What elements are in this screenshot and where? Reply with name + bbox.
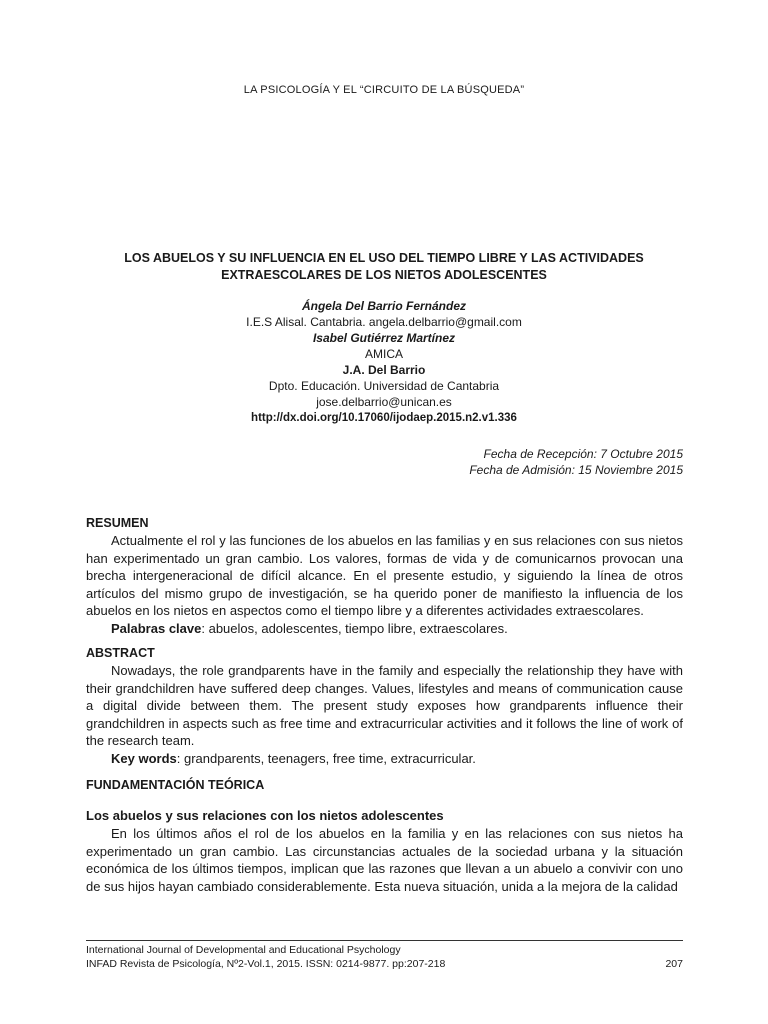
resumen-text: Actualmente el rol y las funciones de los abuelos en las familias y en sus relaciones con sus nietos han experimentado un gran cambio. Los valores, formas de vida y de comunicarnos provocan una brecha intergeneracional de difícil alcance. En el presente estudio, y siguiendo la línea de otros artículos del mismo grupo de investigación, se ha querido poner de manifiesto la influencia de los abuelos en los nietos en aspectos como el tiempo libre y a diferentes actividades extraescolares. <box>86 533 683 619</box>
keywords-list: : grandparents, teenagers, free time, extracurricular. <box>176 750 476 766</box>
author-affiliation: Dpto. Educación. Universidad de Cantabria <box>268 379 500 393</box>
footer <box>86 943 683 971</box>
footer-citation-row <box>86 957 683 971</box>
page-number: 207 <box>665 958 683 970</box>
author-name: Ángela Del Barrio Fernández <box>301 299 467 313</box>
doi-link[interactable]: http://dx.doi.org/10.17060/ijodaep.2015.n2.v1.336 <box>251 412 517 424</box>
author-block <box>100 298 668 410</box>
author-name: Isabel Gutiérrez Martínez <box>312 331 456 345</box>
admitted-date: Fecha de Admisión: 15 Noviembre 2015 <box>469 463 683 477</box>
title-line-2: EXTRAESCOLARES DE LOS NIETOS ADOLESCENTES <box>221 268 547 282</box>
title-line-1: LOS ABUELOS Y SU INFLUENCIA EN EL USO DEL TIEMPO LIBRE Y LAS ACTIVIDADES <box>124 251 644 265</box>
keywords-label: Palabras clave <box>111 620 202 636</box>
author-name: J.A. Del Barrio <box>342 363 426 377</box>
resumen-body <box>86 532 683 638</box>
received-date: Fecha de Recepción: 7 Octubre 2015 <box>483 447 683 461</box>
keywords-list: : abuelos, adolescentes, tiempo libre, extraescolares. <box>201 620 508 636</box>
footer-rule <box>86 940 683 941</box>
journal-name: International Journal of Developmental and Educational Psychology <box>86 944 401 956</box>
author-affiliation: AMICA <box>364 347 403 361</box>
fundamentacion-text: En los últimos años el rol de los abuelos en la familia y en las relaciones con sus nietos ha experimentado un gran cambio. Las circunstancias actuales de la sociedad urbana y la situación económica de los últimos tiempos, implican que las razones que llevan a un abuelo a convivir con uno de sus hijos hayan cambiado considerablemente. Esta nueva situación, unida a la mejora de la calidad <box>86 826 683 894</box>
keywords-label: Key words <box>111 750 177 766</box>
author-email: jose.delbarrio@unican.es <box>316 395 452 409</box>
abstract-keywords <box>86 750 683 768</box>
fundamentacion-heading: FUNDAMENTACIÓN TEÓRICA <box>86 778 265 792</box>
paper-title <box>100 250 668 284</box>
resumen-heading: RESUMEN <box>86 516 149 530</box>
resumen-keywords <box>86 620 683 638</box>
abstract-heading: ABSTRACT <box>86 646 155 660</box>
fundamentacion-subheading: Los abuelos y sus relaciones con los nietos adolescentes <box>86 808 444 823</box>
abstract-text: Nowadays, the role grandparents have in the family and especially the relationship they have with their grandchildren have suffered deep changes. Values, lifestyles and means of communication cause a digital divide between them. The present study exposes how grandparents influence their grandchildren in aspects such as free time and extracurricular activities and it follows the line of work of the research team. <box>86 663 683 749</box>
dates-block <box>469 446 683 478</box>
author-affiliation: I.E.S Alisal. Cantabria. angela.delbarrio@gmail.com <box>246 315 522 329</box>
running-head: LA PSICOLOGÍA Y EL “CIRCUITO DE LA BÚSQUEDA” <box>243 84 525 96</box>
fundamentacion-body <box>86 825 683 895</box>
abstract-body <box>86 662 683 768</box>
journal-citation: INFAD Revista de Psicología, Nº2-Vol.1, 2015. ISSN: 0214-9877. pp:207-218 <box>86 958 446 970</box>
